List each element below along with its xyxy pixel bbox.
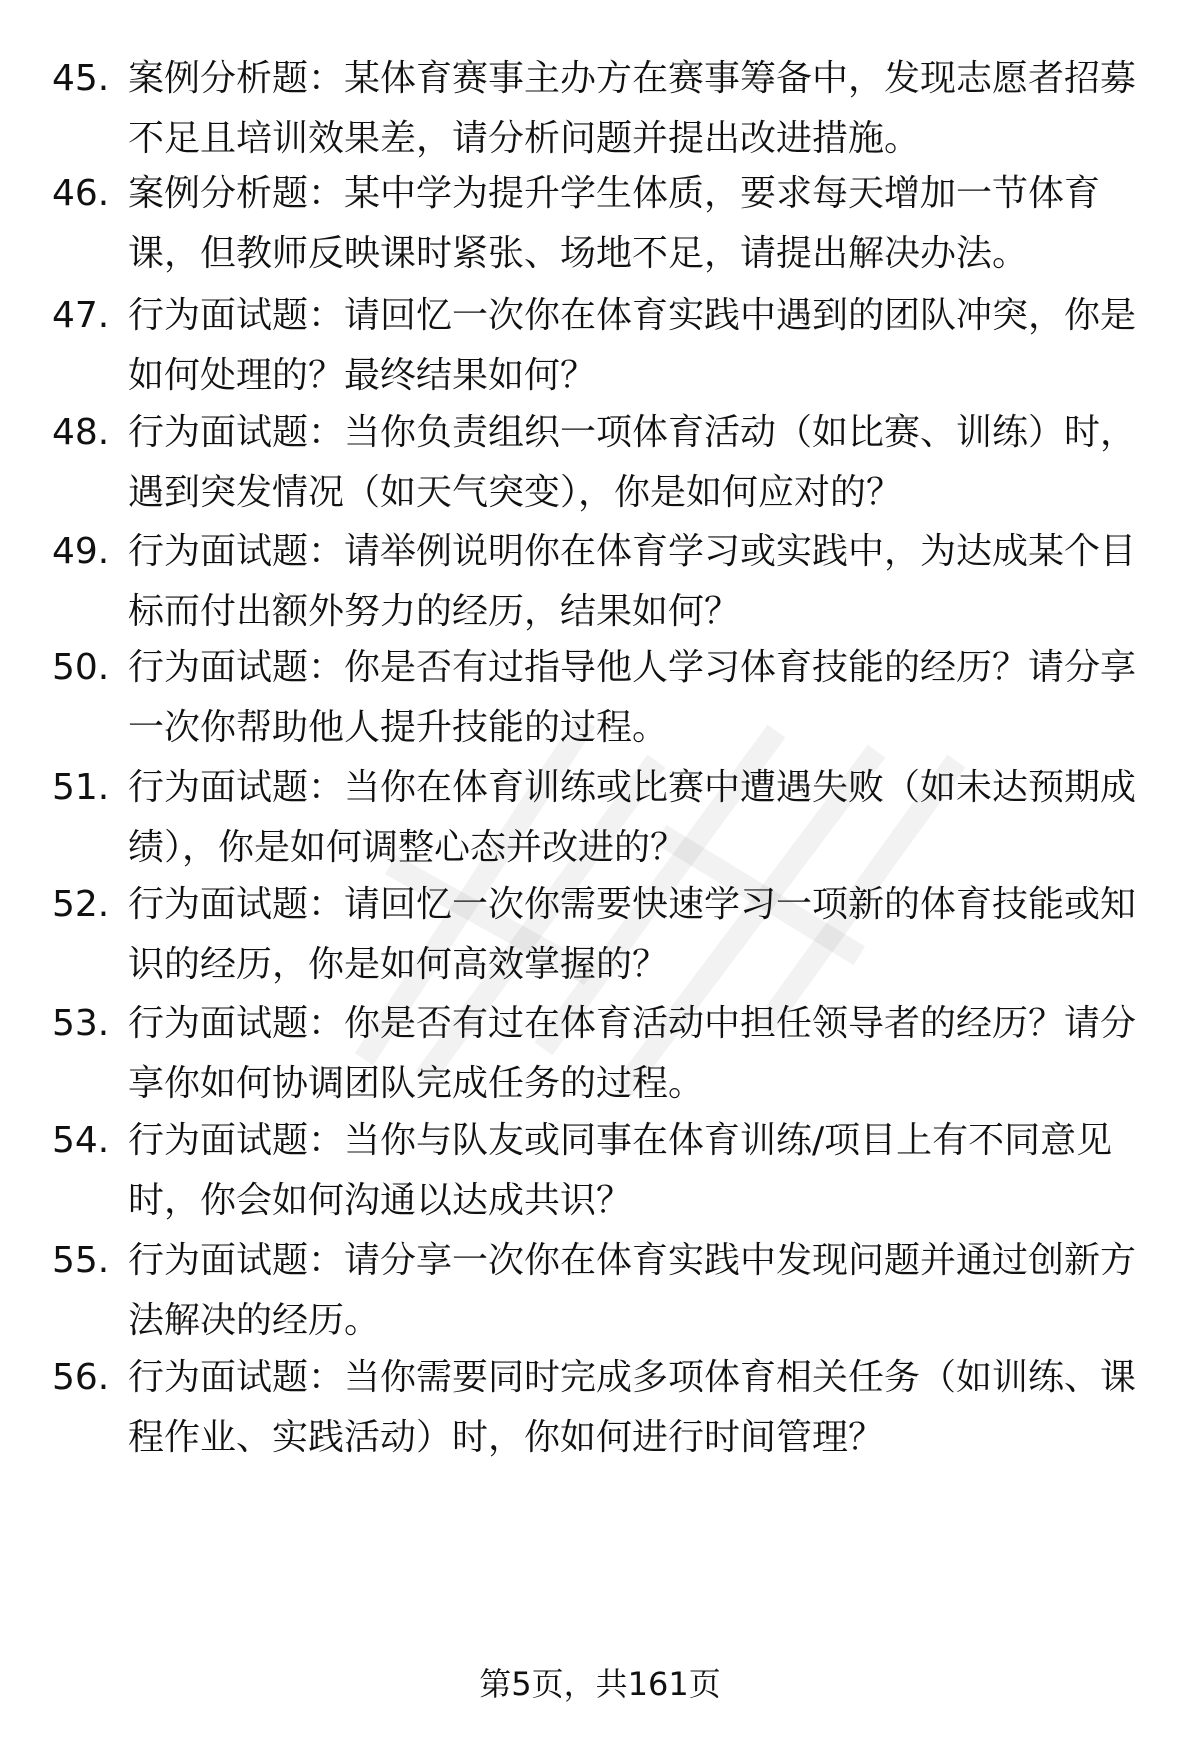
question-text-line-2: 不足且培训效果差，请分析问题并提出改进措施。 xyxy=(128,118,921,159)
question-text-line-1: 行为面试题：请回忆一次你在体育实践中遇到的团队冲突，你是 xyxy=(128,295,1137,336)
question-number: 46. xyxy=(52,173,110,214)
question-item-48 xyxy=(0,402,1200,522)
question-item-52 xyxy=(0,874,1200,994)
question-text-line-2: 绩），你是如何调整心态并改进的？ xyxy=(128,827,687,868)
question-text-line-1: 行为面试题：当你在体育训练或比赛中遭遇失败（如未达预期成 xyxy=(128,767,1137,808)
question-text-line-2: 一次你帮助他人提升技能的过程。 xyxy=(128,707,669,748)
question-item-46 xyxy=(0,163,1200,283)
question-text-line-1: 行为面试题：请举例说明你在体育学习或实践中，为达成某个目 xyxy=(128,531,1137,572)
question-number: 48. xyxy=(52,412,110,453)
question-item-53 xyxy=(0,993,1200,1113)
question-number: 54. xyxy=(52,1120,110,1161)
question-item-55 xyxy=(0,1230,1200,1350)
question-item-54 xyxy=(0,1110,1200,1230)
question-item-45 xyxy=(0,48,1200,168)
question-number: 50. xyxy=(52,647,110,688)
question-text-line-1: 行为面试题：当你负责组织一项体育活动（如比赛、训练）时， xyxy=(128,412,1137,453)
question-number: 53. xyxy=(52,1003,110,1044)
question-number: 56. xyxy=(52,1357,110,1398)
question-text-line-1: 行为面试题：你是否有过指导他人学习体育技能的经历？请分享 xyxy=(128,647,1137,688)
question-text-line-1: 行为面试题：当你与队友或同事在体育训练/项目上有不同意见 xyxy=(128,1120,1113,1161)
question-item-49 xyxy=(0,521,1200,641)
question-text-line-2: 识的经历，你是如何高效掌握的？ xyxy=(128,944,669,985)
question-number: 47. xyxy=(52,295,110,336)
page-number-footer: 第5页，共161页 xyxy=(479,1665,721,1703)
question-text-line-2: 时，你会如何沟通以达成共识？ xyxy=(128,1180,633,1221)
question-text-line-1: 行为面试题：请分享一次你在体育实践中发现问题并通过创新方 xyxy=(128,1240,1137,1281)
question-item-50 xyxy=(0,637,1200,757)
question-text-line-2: 如何处理的？最终结果如何？ xyxy=(128,355,597,396)
question-text-line-1: 案例分析题：某中学为提升学生体质，要求每天增加一节体育 xyxy=(128,173,1101,214)
question-text-line-1: 案例分析题：某体育赛事主办方在赛事筹备中，发现志愿者招募 xyxy=(128,58,1137,99)
question-text-line-2: 标而付出额外努力的经历，结果如何？ xyxy=(128,591,741,632)
question-text-line-1: 行为面试题：当你需要同时完成多项体育相关任务（如训练、课 xyxy=(128,1357,1137,1398)
question-number: 45. xyxy=(52,58,110,99)
question-text-line-1: 行为面试题：你是否有过在体育活动中担任领导者的经历？请分 xyxy=(128,1003,1137,1044)
question-text-line-2: 程作业、实践活动）时，你如何进行时间管理？ xyxy=(128,1417,885,1458)
question-item-56 xyxy=(0,1347,1200,1467)
question-text-line-2: 遇到突发情况（如天气突变），你是如何应对的？ xyxy=(128,472,903,513)
question-text-line-2: 课，但教师反映课时紧张、场地不足，请提出解决办法。 xyxy=(128,233,1029,274)
question-number: 49. xyxy=(52,531,110,572)
question-item-47 xyxy=(0,285,1200,405)
question-text-line-1: 行为面试题：请回忆一次你需要快速学习一项新的体育技能或知 xyxy=(128,884,1137,925)
question-number: 51. xyxy=(52,767,110,808)
question-item-51 xyxy=(0,757,1200,877)
question-text-line-2: 享你如何协调团队完成任务的过程。 xyxy=(128,1063,705,1104)
question-number: 55. xyxy=(52,1240,110,1281)
question-text-line-2: 法解决的经历。 xyxy=(128,1300,381,1341)
question-number: 52. xyxy=(52,884,110,925)
